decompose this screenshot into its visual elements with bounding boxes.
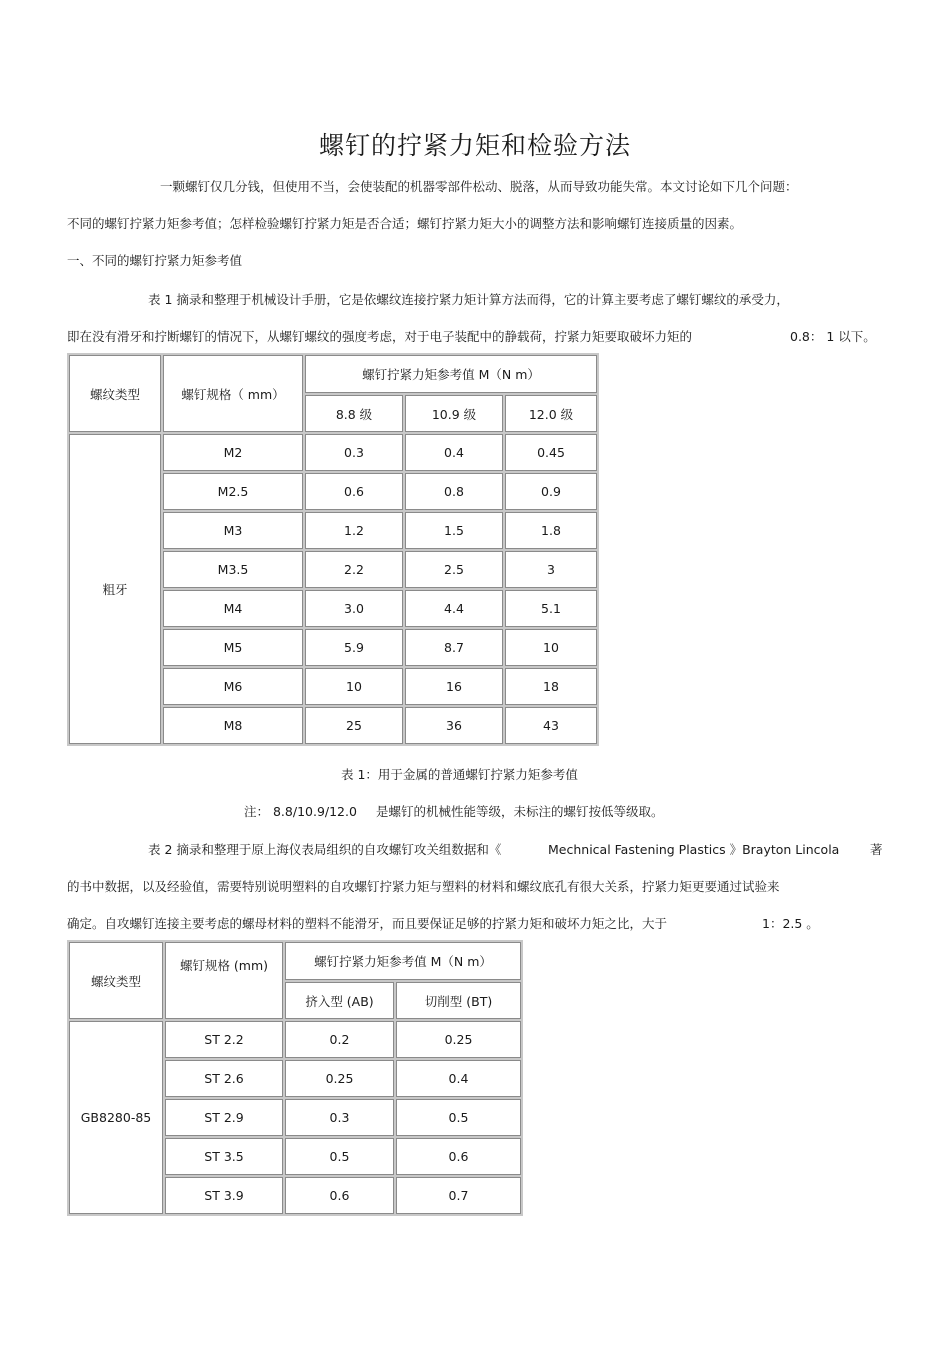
- section-heading: 一、不同的螺钉拧紧力矩参考值: [67, 253, 243, 268]
- cell-spec: ST 2.9: [165, 1099, 283, 1136]
- para1-ratio: 0.8： 1 以下。: [790, 329, 876, 344]
- para2-line-2: 的书中数据，以及经验值，需要特别说明塑料的自攻螺钉拧紧力矩与塑料的材料和螺纹底孔有很大关系，拧紧力矩更要通过试验来: [67, 879, 780, 894]
- cell-value: 3.0: [305, 590, 403, 627]
- cell-value: 0.25: [396, 1021, 521, 1058]
- cell-spec: M3: [163, 512, 303, 549]
- intro-line-1: 一颗螺钉仅几分钱，但使用不当，会使装配的机器零部件松动、脱落，从而导致功能失常。本文讨论如下几个问题：: [160, 179, 798, 194]
- para1-line-2: 即在没有滑牙和拧断螺钉的情况下，从螺钉螺纹的强度考虑，对于电子装配中的静载荷，拧紧力矩要取破坏力矩的: [67, 329, 693, 344]
- cell-spec: ST 2.6: [165, 1060, 283, 1097]
- cell-value: 3: [505, 551, 597, 588]
- header-torque: 螺钉拧紧力矩参考值 M（N m）: [305, 355, 597, 393]
- cell-value: 5.1: [505, 590, 597, 627]
- cell-value: 10: [305, 668, 403, 705]
- cell-spec: ST 2.2: [165, 1021, 283, 1058]
- para2-ratio: 1：2.5 。: [762, 916, 819, 931]
- cell-spec: ST 3.9: [165, 1177, 283, 1214]
- cell-value: 5.9: [305, 629, 403, 666]
- header-thread-type: 螺纹类型: [69, 355, 161, 432]
- cell-value: 36: [405, 707, 503, 744]
- header-grade: 12.0 级: [505, 395, 597, 432]
- cell-spec: M8: [163, 707, 303, 744]
- cell-value: 1.8: [505, 512, 597, 549]
- page-title: 螺钉的拧紧力矩和检验方法: [318, 131, 631, 160]
- cell-spec: M3.5: [163, 551, 303, 588]
- cell-value: 0.8: [405, 473, 503, 510]
- cell-value: 1.5: [405, 512, 503, 549]
- para2-author-suffix: 著: [870, 842, 883, 857]
- cell-value: 18: [505, 668, 597, 705]
- header-spec: 螺钉规格 (mm): [165, 942, 283, 1019]
- cell-value: 4.4: [405, 590, 503, 627]
- para2-line-1: 表 2 摘录和整理于原上海仪表局组织的自攻螺钉攻关组数据和《: [148, 842, 502, 857]
- header-grade: 8.8 级: [305, 395, 403, 432]
- cell-value: 8.7: [405, 629, 503, 666]
- cell-value: 0.4: [396, 1060, 521, 1097]
- cell-spec: M5: [163, 629, 303, 666]
- cell-value: 1.2: [305, 512, 403, 549]
- cell-value: 16: [405, 668, 503, 705]
- note-label: 注： 8.8/10.9/12.0: [244, 804, 357, 819]
- cell-value: 0.3: [285, 1099, 394, 1136]
- table1-caption: 表 1：用于金属的普通螺钉拧紧力矩参考值: [341, 767, 578, 782]
- header-thread-type: 螺纹类型: [69, 942, 163, 1019]
- cell-value: 2.2: [305, 551, 403, 588]
- para1-line-1: 表 1 摘录和整理于机械设计手册，它是依螺纹连接拧紧力矩计算方法而得，它的计算主要考虑了螺钉螺纹的承受力，: [148, 292, 789, 307]
- cell-value: 0.6: [285, 1177, 394, 1214]
- header-type-ab: 挤入型 (AB): [285, 982, 394, 1019]
- note-text: 是螺钉的机械性能等级，未标注的螺钉按低等级取。: [376, 804, 664, 819]
- cell-spec: ST 3.5: [165, 1138, 283, 1175]
- para2-book-title: Mechnical Fastening Plastics 》Brayton Lincola: [548, 842, 840, 857]
- cell-value: 10: [505, 629, 597, 666]
- cell-value: 0.4: [405, 434, 503, 471]
- header-spec: 螺钉规格（ mm）: [163, 355, 303, 432]
- cell-spec: M4: [163, 590, 303, 627]
- cell-value: 25: [305, 707, 403, 744]
- header-grade: 10.9 级: [405, 395, 503, 432]
- cell-value: 43: [505, 707, 597, 744]
- cell-spec: M2.5: [163, 473, 303, 510]
- header-torque: 螺钉拧紧力矩参考值 M（N m）: [285, 942, 521, 980]
- cell-value: 0.9: [505, 473, 597, 510]
- cell-value: 0.45: [505, 434, 597, 471]
- cell-spec: M6: [163, 668, 303, 705]
- cell-value: 0.5: [285, 1138, 394, 1175]
- intro-line-2: 不同的螺钉拧紧力矩参考值；怎样检验螺钉拧紧力矩是否合适；螺钉拧紧力矩大小的调整方法和影响螺钉连接质量的因素。: [67, 216, 743, 231]
- cell-value: 2.5: [405, 551, 503, 588]
- para2-line-3: 确定。自攻螺钉连接主要考虑的螺母材料的塑料不能滑牙，而且要保证足够的拧紧力矩和破坏力矩之比，大于: [67, 916, 668, 931]
- cell-value: 0.2: [285, 1021, 394, 1058]
- group-label: 粗牙: [69, 434, 161, 744]
- cell-value: 0.7: [396, 1177, 521, 1214]
- cell-value: 0.6: [396, 1138, 521, 1175]
- cell-value: 0.25: [285, 1060, 394, 1097]
- cell-value: 0.3: [305, 434, 403, 471]
- torque-table-plastic: [67, 940, 523, 1216]
- torque-table-metal: [67, 353, 599, 746]
- cell-value: 0.5: [396, 1099, 521, 1136]
- group-label: GB8280-85: [69, 1021, 163, 1214]
- header-type-bt: 切削型 (BT): [396, 982, 521, 1019]
- cell-spec: M2: [163, 434, 303, 471]
- cell-value: 0.6: [305, 473, 403, 510]
